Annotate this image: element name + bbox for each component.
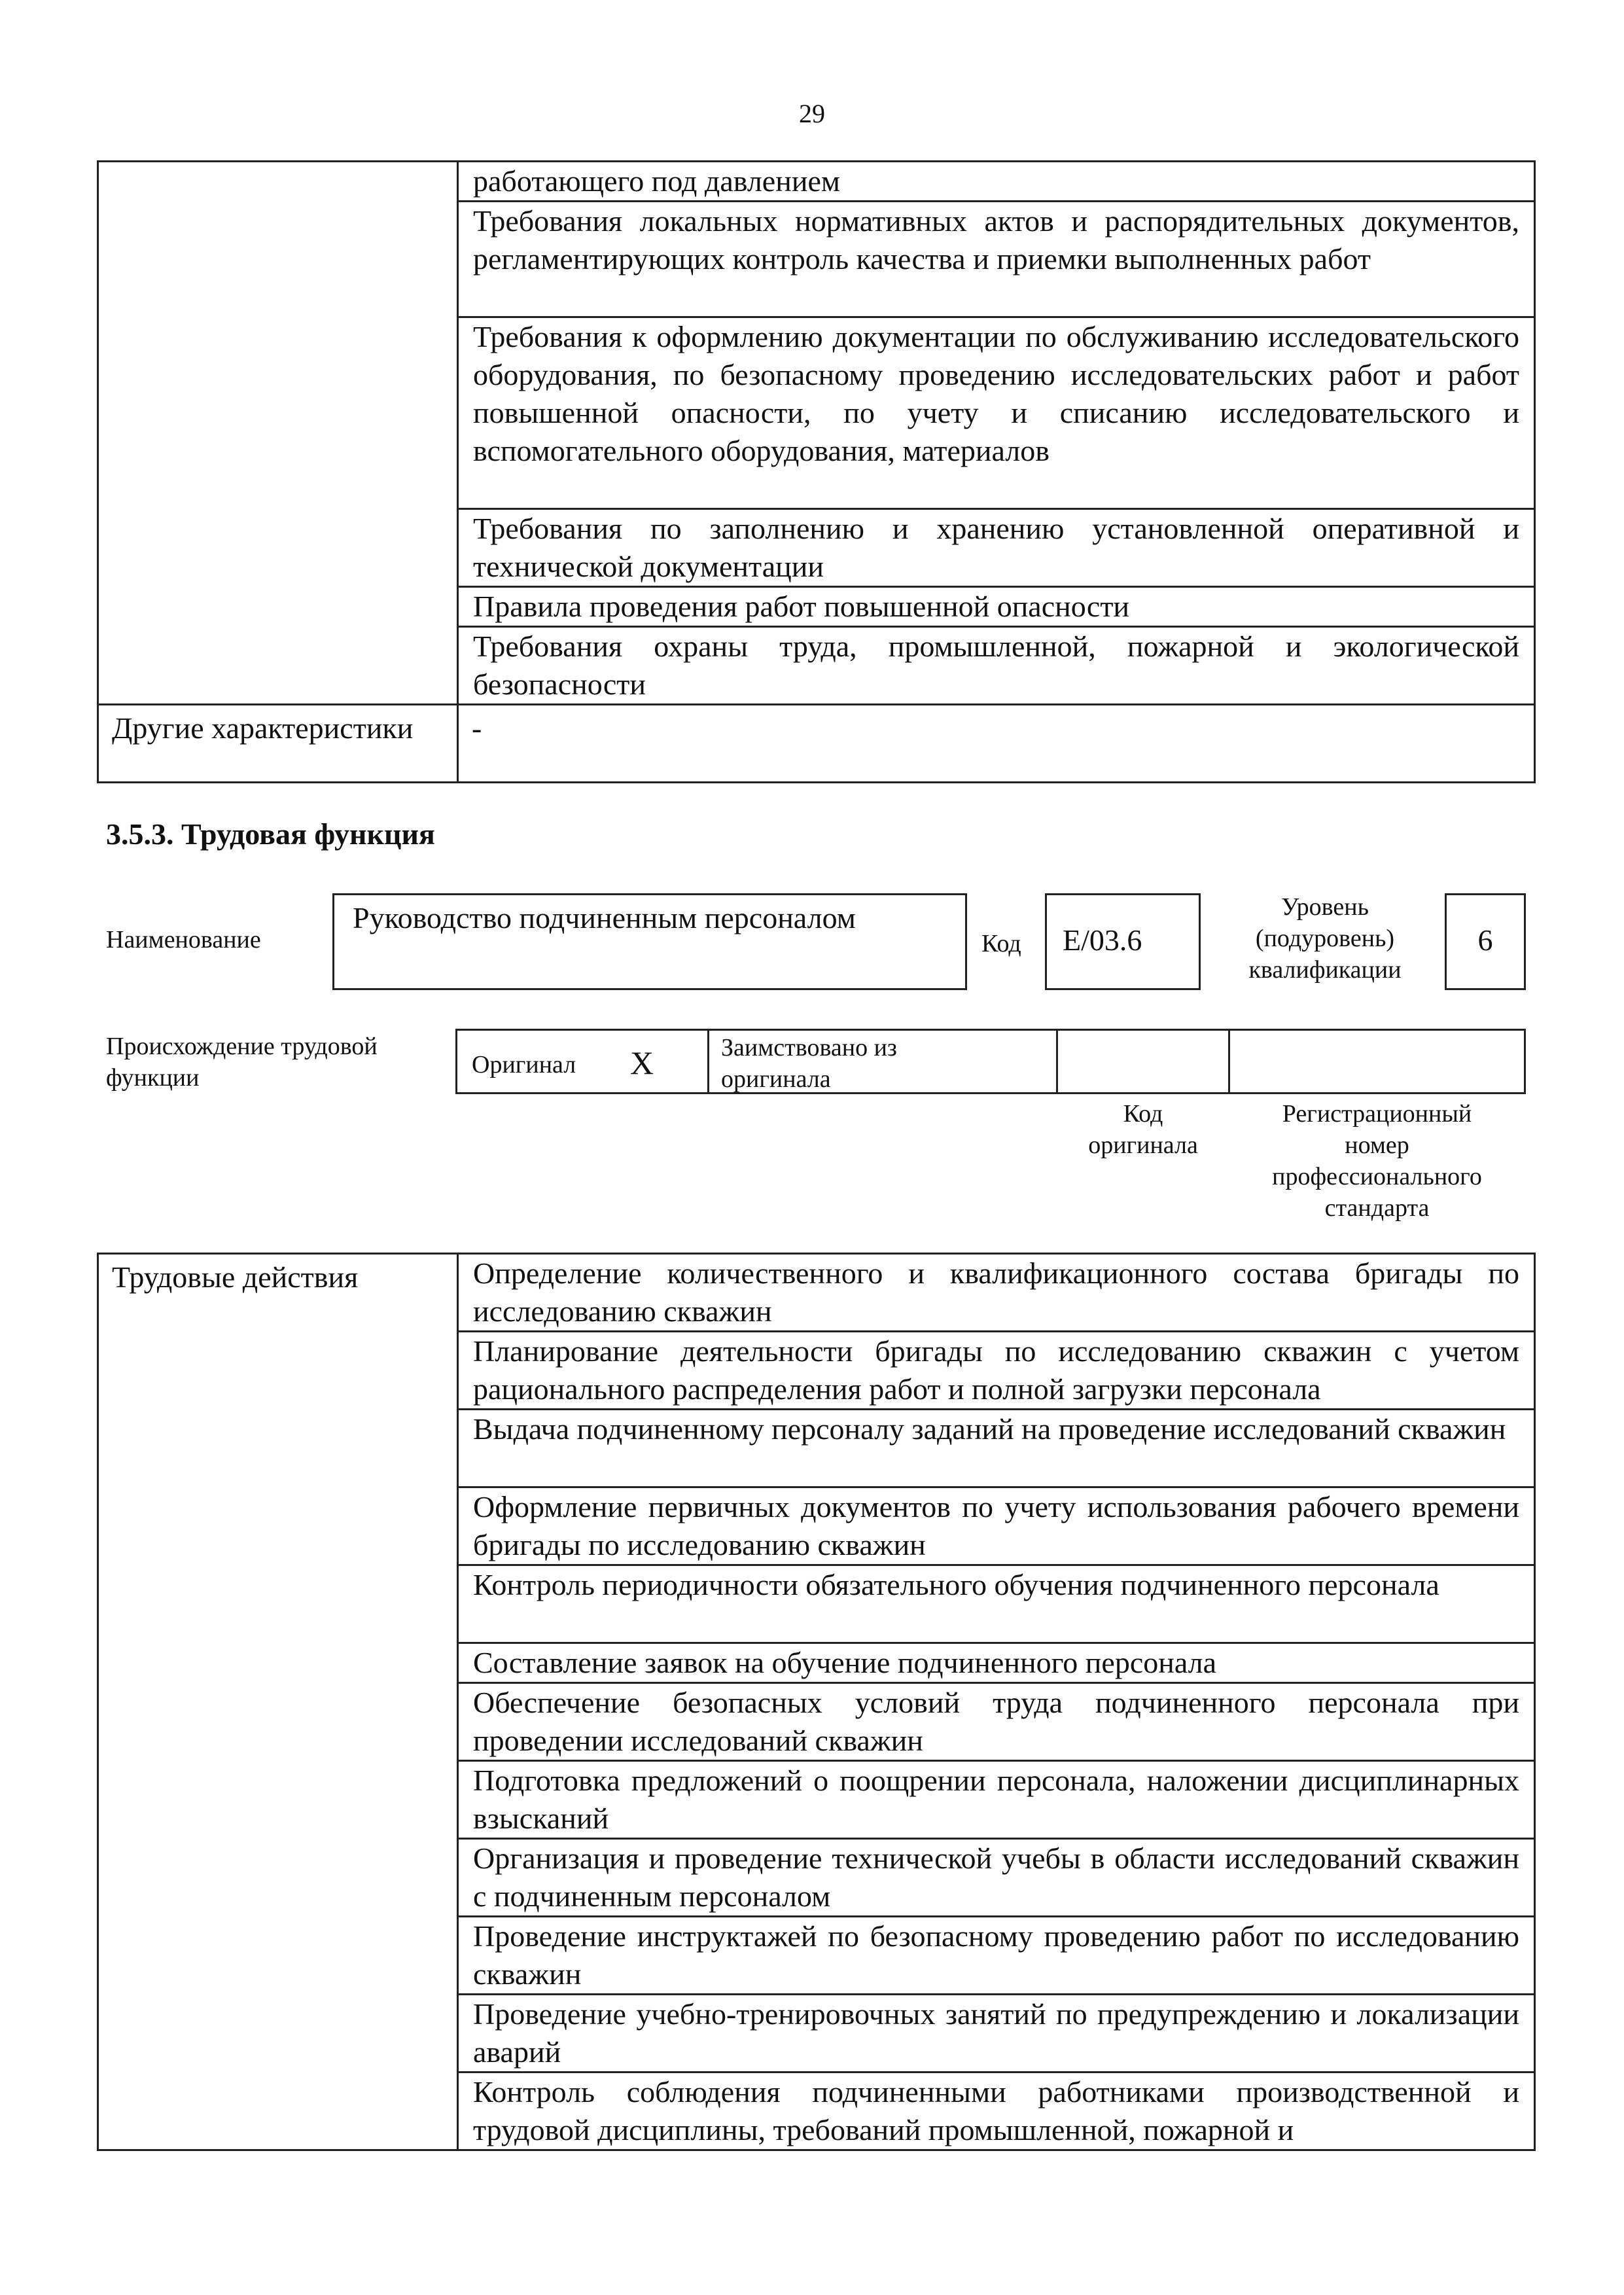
table-row: Контроль соблюдения подчиненными работниками производственной и трудовой дисциплины, требований промышленной, пожарной и [458,2073,1535,2150]
origin-label-line: функции [106,1064,200,1092]
code-label: Код [981,930,1021,957]
table-row: Определение количественного и квалификационного состава бригады по исследованию скважин [458,1254,1535,1332]
level-label-line: Уровень [1281,893,1369,921]
table-row: Проведение инструктажей по безопасному проведению работ по исследованию скважин [458,1917,1535,1995]
table-row: Составление заявок на обучение подчиненного персонала [458,1643,1535,1683]
table-row: Требования охраны труда, промышленной, пожарной и экологической безопасности [458,627,1535,705]
name-value: Руководство подчиненным персоналом [353,901,856,934]
reg-number-caption [1228,1098,1526,1224]
name-label: Наименование [106,926,261,953]
reg-number-caption-line: профессионального [1272,1163,1482,1190]
code-value: E/03.6 [1063,923,1142,957]
section-heading: 3.5.3. Трудовая функция [106,817,435,851]
labor-actions-table [97,1253,1536,2151]
reg-number-caption-line: номер [1345,1131,1409,1159]
table-row: работающего под давлением [458,162,1535,202]
table-row: Требования по заполнению и хранению установленной оперативной и технической документации [458,509,1535,587]
reg-number-caption-line: Регистрационный [1282,1100,1472,1128]
level-value: 6 [1477,923,1493,957]
borrowed-label [721,1032,897,1095]
origin-label-line: Происхождение трудовой [106,1033,378,1060]
table-row: Планирование деятельности бригады по исследованию скважин с учетом рационального распределения работ и полной загрузки персонала [458,1332,1535,1410]
original-label: Оригинал [472,1051,576,1078]
knowledge-requirements-table [97,160,1536,783]
level-label-line: (подуровень) [1255,925,1395,952]
code-original-caption-line: оригинала [1088,1131,1198,1159]
table-row: Правила проведения работ повышенной опасности [458,587,1535,627]
name-value-box [332,893,967,990]
borrowed-label-line: Заимствовано из [721,1034,897,1061]
table-row: Выдача подчиненному персоналу заданий на проведение исследований скважин [458,1410,1535,1487]
reg-number-caption-line: стандарта [1324,1194,1430,1222]
table-row: Обеспечение безопасных условий труда подчиненного персонала при проведении исследований скважин [458,1683,1535,1761]
original-cell [455,1029,709,1094]
page-number: 29 [799,99,825,128]
table-row: Подготовка предложений о поощрении персонала, наложении дисциплинарных взысканий [458,1761,1535,1839]
table-row: Контроль периодичности обязательного обучения подчиненного персонала [458,1565,1535,1643]
other-characteristics-value: - [458,705,1535,783]
level-label-line: квалификации [1248,956,1402,984]
original-mark: X [630,1044,654,1081]
labor-actions-label: Трудовые действия [98,1254,458,2150]
other-characteristics-label: Другие характеристики [98,705,458,783]
table-label-cell-empty [98,162,458,705]
origin-label [106,1031,378,1094]
table-row: Требования локальных нормативных актов и распорядительных документов, регламентирующих контроль качества и приемки выполненных работ [458,202,1535,317]
code-original-caption-line: Код [1123,1100,1163,1128]
code-original-cell [1056,1029,1230,1094]
reg-number-cell [1228,1029,1526,1094]
table-row: Проведение учебно-тренировочных занятий по предупреждению и локализации аварий [458,1995,1535,2073]
level-value-box [1445,893,1526,990]
level-label [1224,891,1426,986]
borrowed-label-line: оригинала [721,1065,831,1093]
code-value-box [1045,893,1201,990]
borrowed-cell [707,1029,1058,1094]
code-original-caption [1056,1098,1230,1161]
table-row: Организация и проведение технической учебы в области исследований скважин с подчиненным персоналом [458,1839,1535,1917]
table-row: Оформление первичных документов по учету использования рабочего времени бригады по исследованию скважин [458,1487,1535,1565]
table-row: Требования к оформлению документации по обслуживанию исследовательского оборудования, по безопасному проведению исследовательских работ и работ повышенной опасности, по учету и списанию исследовательского и вспомогательного оборудования, материалов [458,317,1535,509]
